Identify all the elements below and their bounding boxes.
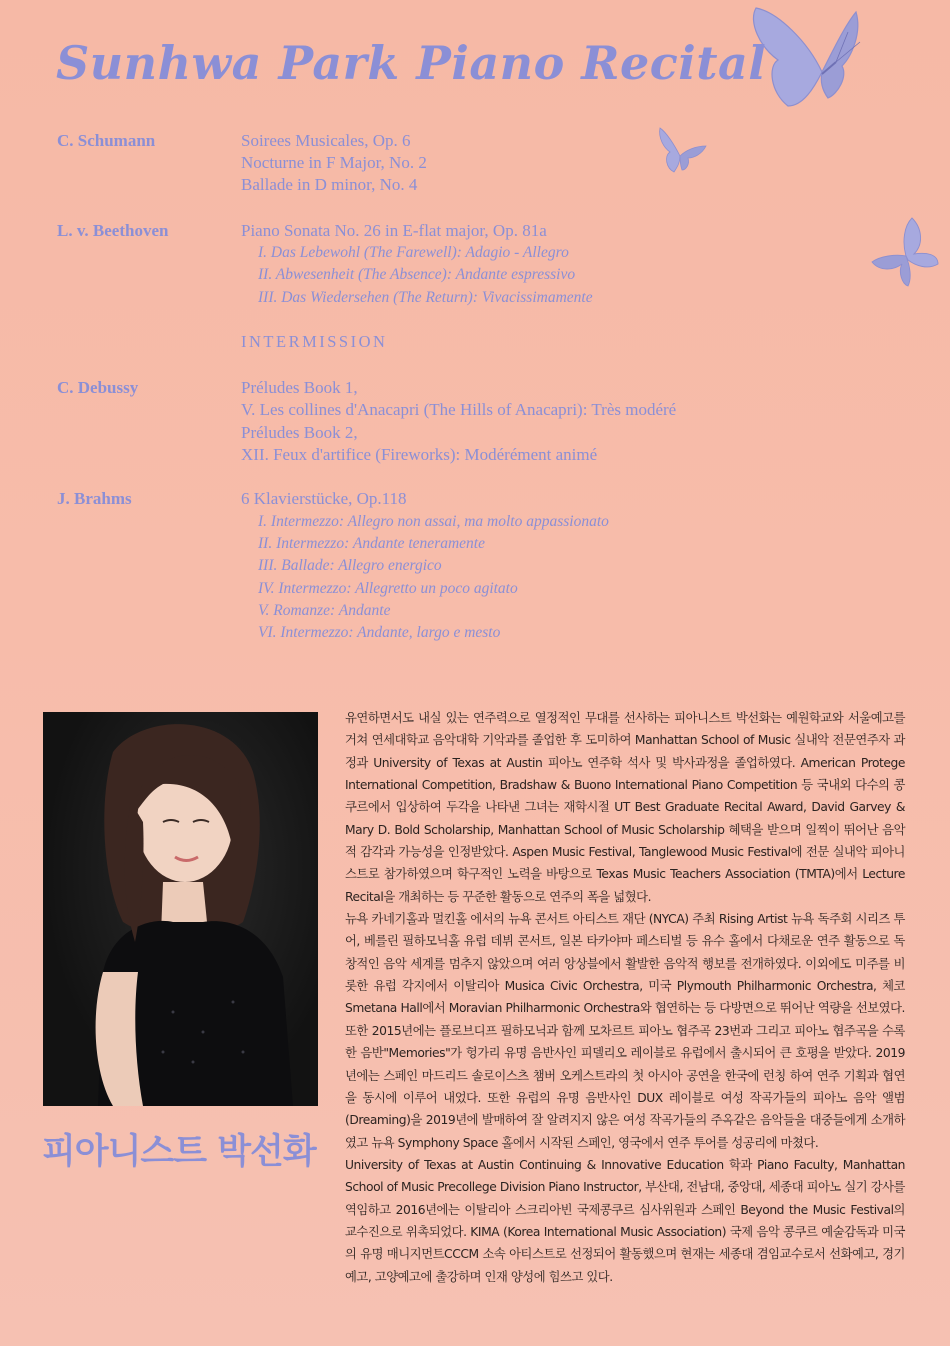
program-piece: V. Les collines d'Anacapri (The Hills of Anacapri): Très modéré — [241, 400, 677, 419]
bio-paragraph: University of Texas at Austin Continuing & Innovative Education 학과 Piano Faculty, Manhattan School of Music Precollege Division Piano Instructor, 부산대, 전남대, 중앙대, 세종대 피아노 실기 강사를 역임하고 2016년에는 이탈리아 스크리아빈 국제콩쿠르 심사위원과 스페인 Beyond the Music Festival의 교수진으로 위촉되었다. KIMA (Korea International Music Association) 국제 음악 콩쿠르 예술감독과 미국의 유명 매니지먼트CCCM 소속 아티스트로 선정되어 활동했으며 현재는 세종대 겸임교수로서 선화예고, 경기예고, 고양예고에 출강하며 인재 양성에 힘쓰고 있다. — [345, 1157, 905, 1284]
program-movement: VI. Intermezzo: Andante, largo e mesto — [258, 624, 501, 641]
program-movement: III. Ballade: Allegro energico — [258, 557, 442, 574]
pianist-photo — [43, 712, 318, 1106]
program-piece: 6 Klavierstücke, Op.118 — [241, 489, 407, 508]
program-movement: IV. Intermezzo: Allegretto un poco agitato — [258, 580, 518, 597]
intermission-label: INTERMISSION — [241, 332, 388, 351]
program-piece: Ballade in D minor, No. 4 — [241, 175, 418, 194]
pianist-biography — [345, 707, 905, 1288]
pianist-name: 피아니스트 박선화 — [42, 1132, 316, 1172]
program-movement: III. Das Wiedersehen (The Return): Vivacissimamente — [258, 289, 593, 306]
program-piece: Soirees Musicales, Op. 6 — [241, 131, 411, 150]
program-movement: II. Intermezzo: Andante teneramente — [258, 535, 485, 552]
program-movement: I. Das Lebewohl (The Farewell): Adagio - Allegro — [258, 244, 569, 261]
program-piece: Nocturne in F Major, No. 2 — [241, 153, 427, 172]
program-piece: Préludes Book 1, — [241, 378, 358, 397]
pianist-portrait-image — [43, 712, 318, 1106]
bio-paragraph: 뉴욕 카네기홀과 멀킨홀 에서의 뉴욕 콘서트 아티스트 재단 (NYCA) 주최 Rising Artist 뉴욕 독주회 시리즈 투어, 베를린 필하모닉홀 유럽 데뷔 콘서트, 일본 타카야마 페스티벌 등 유수 홀에서 다채로운 연주 활동으로 독창적인 음악 세계를 멈추지 않았으며 여러 앙상블에서 활발한 음악적 행보를 전개하였다. 이외에도 미주를 비롯한 유럽 각지에서 이탈리아 Musica Civic Orchestra, 미국 Plymouth Philharmonic Orchestra, 체코 Smetana Hall에서 Moravian Philharmonic Orchestra와 협연하는 등 다방면으로 뛰어난 역량을 선보였다. 또한 2015년에는 플로브디프 필하모닉과 함께 모차르트 피아노 협주곡 23번과 그리고 피아노 협주곡을 수록한 음반"Memories"가 헝가리 유명 음반사인 피델리오 레이블로 유럽에서 출시되어 큰 호평을 받았다. 2019년에는 스페인 마드리드 솔로이스츠 챔버 오케스트라의 첫 아시아 공연을 한국에 런칭 하여 연주 기획과 협연을 동시에 이루어 내었다. 또한 유럽의 유명 음반사인 DUX 레이블로 여성 작곡가들의 피아노 음악 앨범(Dreaming)을 2019년에 발매하여 잘 알려지지 않은 여성 작곡가들의 주옥같은 음악들을 대중들에게 소개하였고 뉴욕 Symphony Space 홀에서 시작된 스페인, 영국에서 연주 투어를 성공리에 마쳤다. — [345, 912, 905, 1150]
composer-debussy: C. Debussy — [57, 378, 139, 397]
butterfly-small-icon — [656, 124, 708, 176]
program-piece: Piano Sonata No. 26 in E-flat major, Op. 81a — [241, 221, 547, 240]
bio-paragraph: 유연하면서도 내실 있는 연주력으로 열정적인 무대를 선사하는 피아니스트 박선화는 예원학교와 서울예고를 거쳐 연세대학교 음악대학 기악과를 졸업한 후 도미하여 Manhattan School of Music 실내악 전문연주자 과정과 University of Texas at Austin 피아노 연주학 석사 및 박사과정을 졸업하였다. American Protege International Competition, Bradshaw & Buono International Piano Competition 등 국내외 다수의 콩쿠르에서 입상하여 두각을 나타낸 그녀는 재학시절 UT Best Graduate Recital Award, David Garvey & Mary D. Bold Scholarship, Manhattan School of Music Scholarship 혜택을 받으며 일찍이 뛰어난 음악적 감각과 가능성을 인정받았다. Aspen Music Festival, Tanglewood Music Festival에 전문 실내악 피아니스트로 참가하였으며 학구적인 노력을 바탕으로 Texas Music Teachers Association (TMTA)에서 Lecture Recital을 개최하는 등 꾸준한 활동으로 연주의 폭을 넓혔다. — [345, 711, 905, 904]
program-piece: Préludes Book 2, — [241, 423, 358, 442]
composer-beethoven: L. v. Beethoven — [57, 221, 169, 240]
program-movement: I. Intermezzo: Allegro non assai, ma molto appassionato — [258, 513, 609, 530]
program-piece: XII. Feux d'artifice (Fireworks): Modérément animé — [241, 445, 598, 464]
composer-brahms: J. Brahms — [57, 489, 132, 508]
program-movement: II. Abwesenheit (The Absence): Andante espressivo — [258, 266, 576, 283]
butterfly-medium-icon — [868, 214, 940, 288]
recital-title: Sunhwa Park Piano Recital — [56, 36, 767, 90]
composer-schumann: C. Schumann — [57, 131, 156, 150]
program-movement: V. Romanze: Andante — [258, 602, 391, 619]
